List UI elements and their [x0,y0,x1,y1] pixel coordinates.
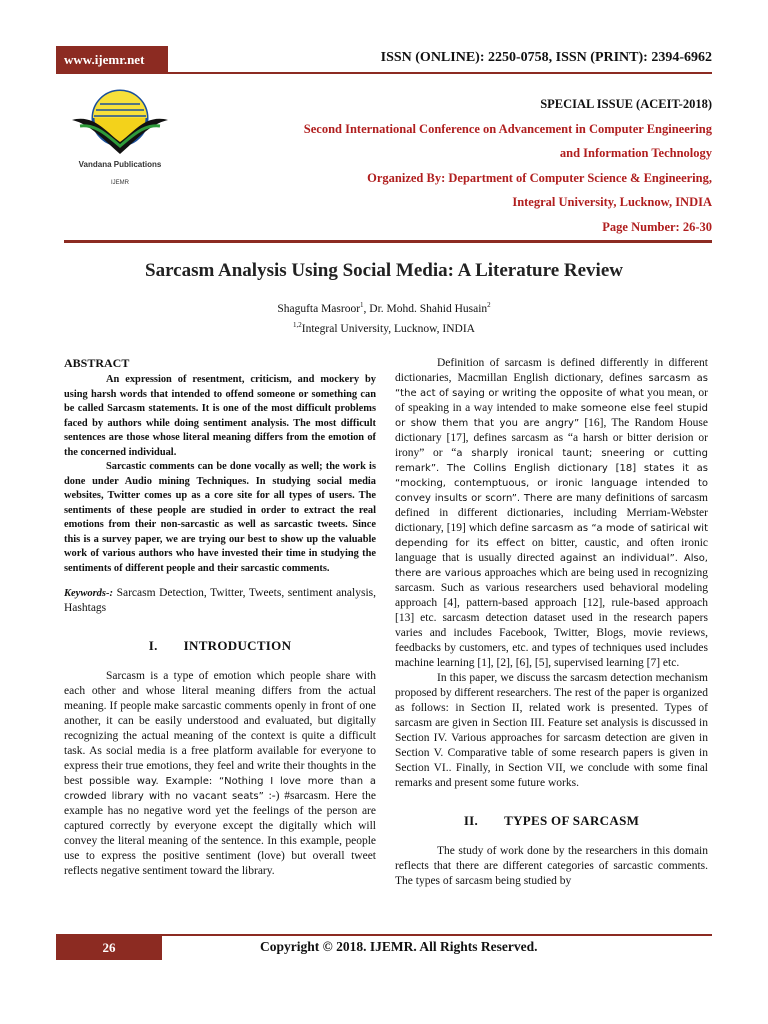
logo-emblem-icon [64,84,176,164]
journal-website[interactable]: www.ijemr.net [56,46,168,74]
def-quote-d: someone else feel stupid or show them that you are angry” [395,403,708,429]
title-divider [64,240,712,243]
conference-name-line2: and Information Technology [559,146,712,160]
keywords-text: Sarcasm Detection, Twitter, Tweets, sentiment analysis, Hashtags [64,587,376,614]
def-text-a: Definition of sarcasm is defined differently in different dictionaries, Macmillan English dictionary, defines [395,357,708,384]
def-quote-j: against an individual”. Also, there are various [395,553,708,579]
author-2-sup: 2 [487,301,491,309]
author-2: , Dr. Mohd. Shahid Husain [363,302,488,315]
def-text-i: on bitter, caustic, and often ironic language that is usually directed [395,537,708,564]
definition-para [395,356,708,671]
keywords-label: Keywords-: [64,588,113,599]
section-title: INTRODUCTION [183,638,292,653]
footer-copyright: Copyright © 2018. IJEMR. All Rights Reserved. [260,939,538,954]
def-quote-h: sarcasm as “a mode of satirical wit depending for its effect [395,523,708,549]
paper-title: Sarcasm Analysis Using Social Media: A Literature Review [145,260,623,281]
affiliation: Integral University, Lucknow, INDIA [301,322,475,335]
intro-example: possible way. Example: “Nothing I love more than a crowded library with no vacant seats” [64,776,376,802]
right-column [395,356,708,889]
intro-text-a: Sarcasm is a type of emotion which people share with each other and whose literal meaning differs from the actual meaning. If people make sarcastic comments openly in front of one another, it can be easily understood and evaluated, but digitally recognizing the actual meaning of the context is quite a difficult task. As social media is a free platform available for everyone to express their true emotions, they feel and write their thoughts in the best [64,670,376,787]
abstract-para-1: An expression of resentment, criticism, and mockery by using harsh words that intended to offend someone or something can be called Sarcasm statements. It is one of the most difficult problems faced by authors while doing sentiment analysis. The most difficult sentences are those whose literal meaning differs from the emotion of the concerned individual. [64,374,376,458]
abstract-para-2: Sarcastic comments can be done vocally as well; the work is done under Audio mining Techniques. In studying social media websites, Twitter comes up as a core site for all types of users. The sentiments of these people are studied in order to extract the real emotions from their non-sarcastic as well as sarcastic tweets. Since this is a survey paper, we are trying our best to show up the valuable work of various authors who have invested their time in studying the sentiments of different people and their sarcastic comments. [64,461,376,574]
organization-para: In this paper, we discuss the sarcasm detection mechanism proposed by different researchers. The rest of the paper is organized as follows: in Section II, related work is presented. Types of sarcasm are given in Section III. Feature set analysis is discussed in Section IV. Various approaches for sarcasm detection are given in Section V. Comparative table of some research papers is given in Section VI.. Finally, in Section VII, we conclude with some final remarks and present some future works. [395,672,708,789]
affiliation-line [56,317,712,337]
journal-header [56,46,712,74]
special-issue: SPECIAL ISSUE (ACEIT-2018) [540,97,712,111]
def-quote-b: sarcasm as “the act of saying or writing the opposite of what [395,373,708,399]
keywords [64,586,376,616]
section-heading-types [395,813,708,828]
section-heading-introduction [64,638,376,653]
organizer-line2: Integral University, Lucknow, INDIA [512,195,712,209]
def-quote-f: a sharply ironical taunt; sneering or cutting remark”. The Collins English dictionary [18] states it as “mocking, contemptuous, or ironic language intended to convey insults or scorn”. There are [395,448,708,504]
def-text-e: [16], The Random House dictionary [17], defines sarcasm as “a harsh or bitter derision or irony” or “ [395,417,709,459]
abstract-heading: ABSTRACT [64,356,130,370]
intro-text-c: :-) #sarcasm. Here the example has no negative word yet the feelings of the person are captured correctly by everyone except the digitally which will convey the literal meaning of the sentence. In this example, people use to express the positive sentiment (love) but overall tweet reflects negative sentiment toward the library. [64,790,376,877]
author-line [56,297,712,317]
types-para: The study of work done by the researchers in this domain reflects that there are different categories of sarcastic comments. The types of sarcasm being studied by [395,845,708,887]
section-title: TYPES OF SARCASM [504,813,640,828]
left-column [64,356,376,879]
def-text-c: you mean, or of speaking in a way intended to make [395,387,708,414]
header-divider [56,72,712,74]
section-number: I. [148,638,158,653]
logo-publisher: Vandana Publications [78,160,162,169]
author-1: Shagufta Masroor [277,302,361,315]
def-text-k: approaches which are being used in recognizing sarcasm. Such as various researchers used behavioral modeling approach [4], pattern-based approach [12], rule-based approach [13] etc. sarcasm detection dataset used in the research papers varies and includes Facebook, Twitter, Blogs, movie reviews, feedbacks by customers, etc. and types of techniques used includes machine learning [1], [2], [6], [5], supervised learning [7] etc. [395,567,708,669]
conference-name-line1: Second International Conference on Advancement in Computer Engineering [303,121,712,136]
author-1-sup: 1 [360,301,364,309]
organizer-line1: Organized By: Department of Computer Science & Engineering, [367,170,712,185]
affiliation-sup: 1,2 [293,320,302,329]
intro-para-1 [64,669,376,879]
section-number: II. [463,813,479,828]
logo-journal: IJEMR [111,180,129,186]
page-number: Page Number: 26-30 [602,219,712,234]
conference-info [232,92,712,239]
paper-authors [56,297,712,337]
footer-page-number: 26 [56,936,162,960]
def-text-g: many definitions of sarcasm defined in different dictionaries, including Merriam-Webster dictionary, [19] which define [395,492,708,534]
issn-text: ISSN (ONLINE): 2250-0758, ISSN (PRINT): 2394-6962 [380,50,712,65]
